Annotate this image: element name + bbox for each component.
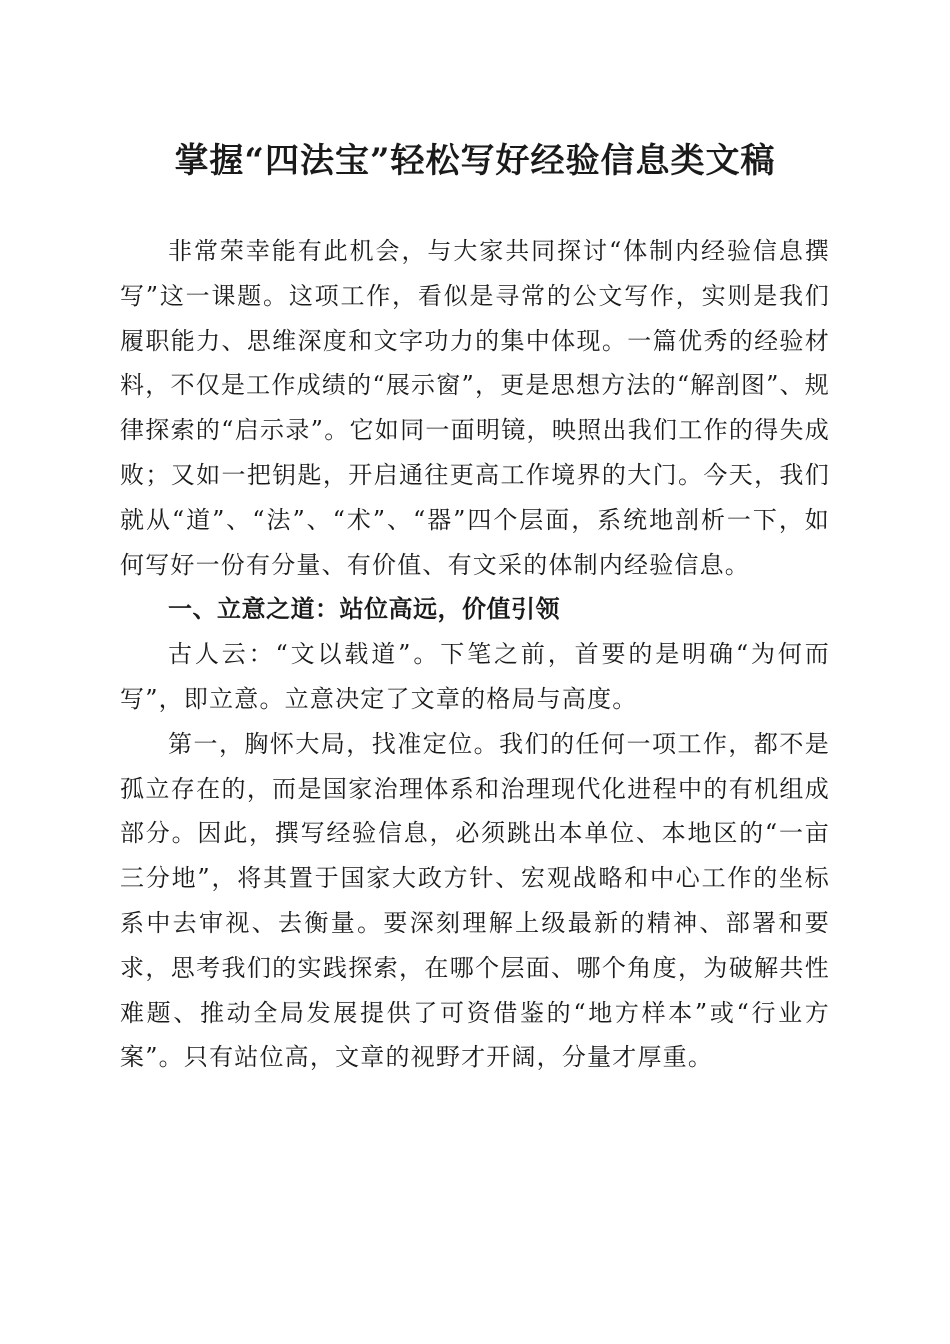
point-paragraph	[120, 722, 830, 1080]
intro-paragraph: 非常荣幸能有此机会，与大家共同探讨“体制内经验信息撰写”这一课题。这项工作，看似是寻常的公文写作，实则是我们履职能力、思维深度和文字功力的集中体现。一篇优秀的经验材料，不仅是工作成绩的“展示窗”，更是思想方法的“解剖图”、规律探索的“启示录”。它如同一面明镜，映照出我们工作的得失成败；又如一把钥匙，开启通往更高工作境界的大门。今天，我们就从“道”、“法”、“术”、“器”四个层面，系统地剖析一下，如何写好一份有分量、有价值、有文采的体制内经验信息。	[120, 237, 830, 579]
section-heading: 一、立意之道：站位高远，价值引领	[168, 595, 560, 624]
point-lead: 第一，胸怀大局，找准定位。	[168, 729, 500, 758]
section-paragraph: 古人云：“文以载道”。下笔之前，首要的是明确“为何而写”，即立意。立意决定了文章的格局与高度。	[120, 640, 830, 713]
document-body	[120, 229, 830, 1080]
point-body: 我们的任何一项工作，都不是孤立存在的，而是国家治理体系和治理现代化进程中的有机组成部分。因此，撰写经验信息，必须跳出本单位、本地区的“一亩三分地”，将其置于国家大政方针、宏观战略和中心工作的坐标系中去审视、去衡量。要深刻理解上级最新的精神、部署和要求，思考我们的实践探索，在哪个层面、哪个角度，为破解共性难题、推动全局发展提供了可资借鉴的“地方样本”或“行业方案”。只有站位高，文章的视野才开阔，分量才厚重。	[120, 729, 830, 1072]
document-title: 掌握“四法宝”轻松写好经验信息类文稿	[174, 141, 776, 181]
